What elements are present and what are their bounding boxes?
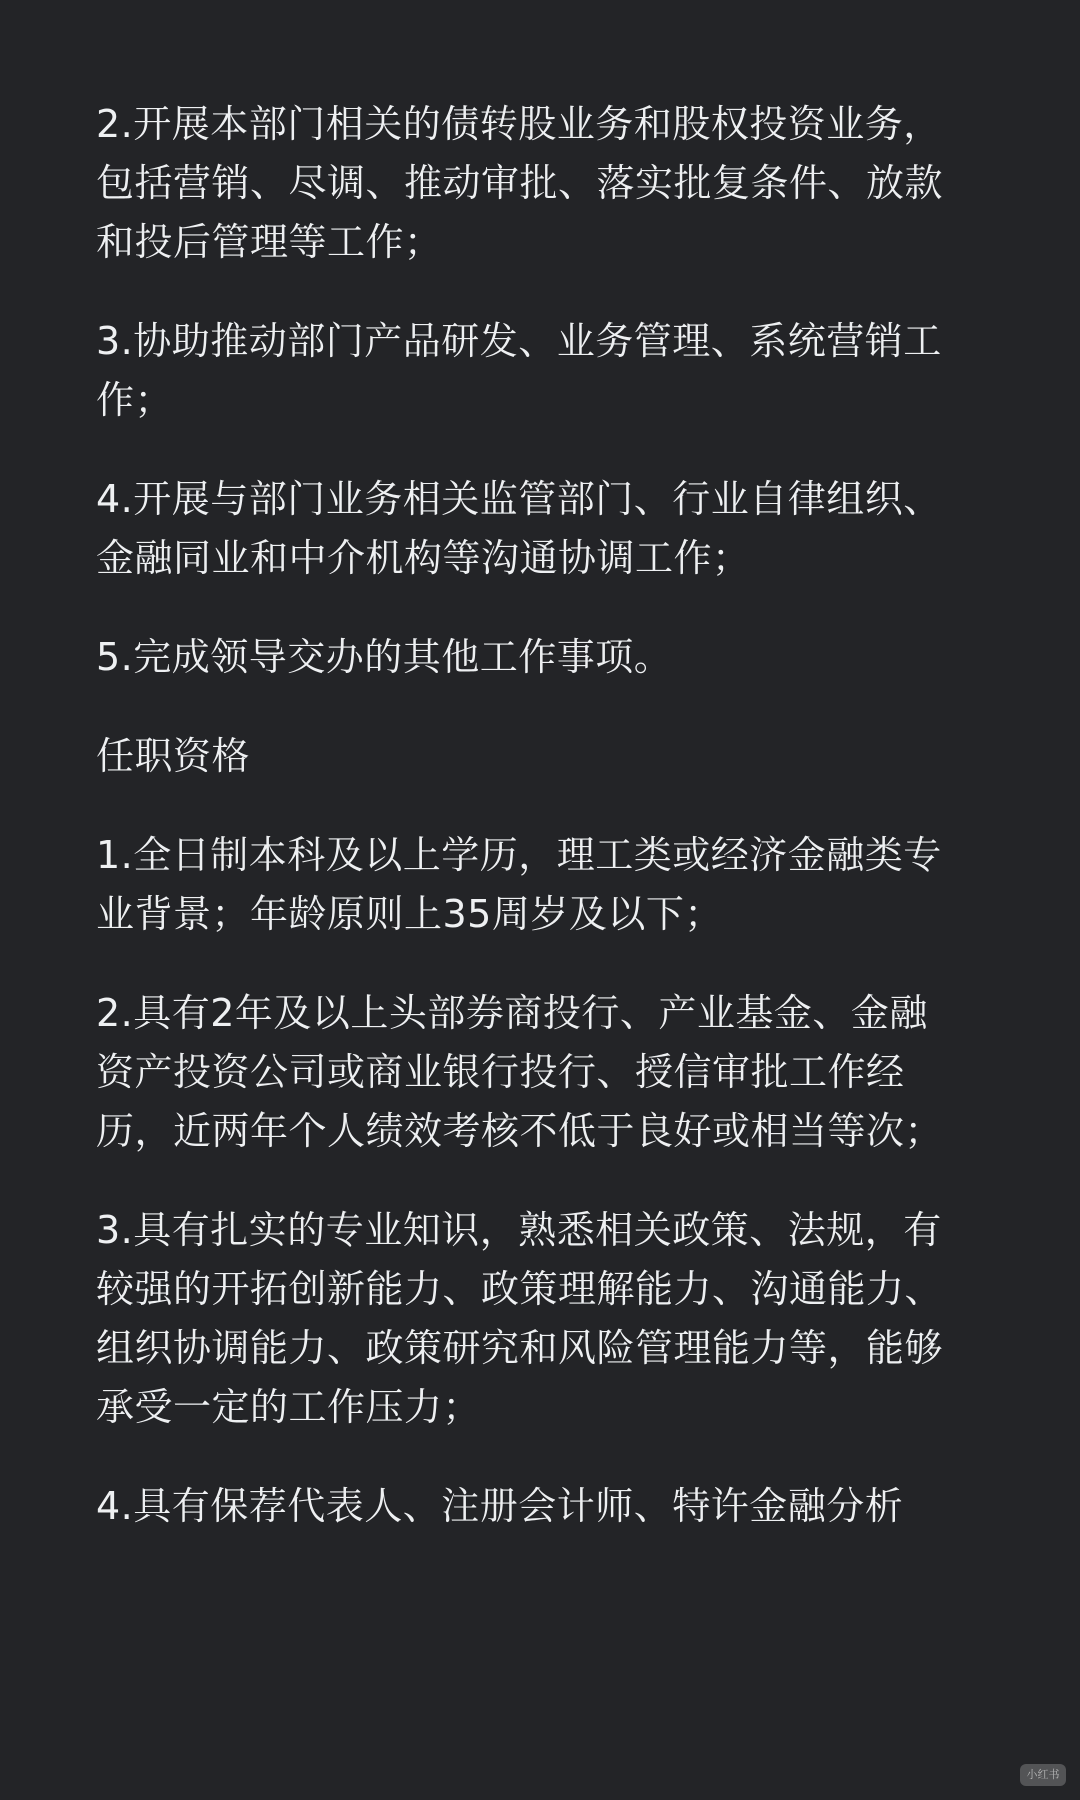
paragraph-duty-4 — [96, 470, 1016, 588]
paragraph-qualification-2 — [96, 984, 1016, 1161]
text-line: 4.开展与部门业务相关监管部门、行业自律组织、 — [96, 477, 942, 521]
text-line: 和投后管理等工作； — [96, 220, 443, 264]
paragraph-duty-3 — [96, 312, 1016, 430]
text-line: 金融同业和中介机构等沟通协调工作； — [96, 536, 751, 580]
paragraph-duty-2 — [96, 95, 1016, 272]
text-line: 5.完成领导交办的其他工作事项。 — [96, 635, 673, 679]
text-line: 历，近两年个人绩效考核不低于良好或相当等次； — [96, 1109, 944, 1153]
text-line: 资产投资公司或商业银行投行、授信审批工作经 — [96, 1050, 905, 1094]
text-line: 业背景；年龄原则上35周岁及以下； — [96, 892, 723, 936]
paragraph-qualification-1 — [96, 826, 1016, 944]
text-line: 组织协调能力、政策研究和风险管理能力等，能够 — [96, 1326, 944, 1370]
text-line: 较强的开拓创新能力、政策理解能力、沟通能力、 — [96, 1267, 944, 1311]
text-line: 4.具有保荐代表人、注册会计师、特许金融分析 — [96, 1484, 904, 1528]
watermark-logo: 小红书 — [1020, 1764, 1066, 1786]
paragraph-qualification-4 — [96, 1477, 1016, 1536]
text-line: 作； — [96, 378, 174, 422]
text-line: 承受一定的工作压力； — [96, 1385, 482, 1429]
section-heading: 任职资格 — [96, 734, 251, 778]
paragraph-duty-5 — [96, 628, 1016, 687]
text-line: 3.具有扎实的专业知识，熟悉相关政策、法规，有 — [96, 1208, 942, 1252]
text-line: 包括营销、尽调、推动审批、落实批复条件、放款 — [96, 161, 944, 205]
section-heading-qualifications — [96, 727, 1016, 786]
text-line: 1.全日制本科及以上学历，理工类或经济金融类专 — [96, 833, 942, 877]
text-line: 3.协助推动部门产品研发、业务管理、系统营销工 — [96, 319, 942, 363]
text-line: 2.开展本部门相关的债转股业务和股权投资业务， — [96, 102, 942, 146]
paragraph-qualification-3 — [96, 1201, 1016, 1437]
document-body — [96, 95, 1016, 1576]
text-line: 2.具有2年及以上头部券商投行、产业基金、金融 — [96, 991, 928, 1035]
